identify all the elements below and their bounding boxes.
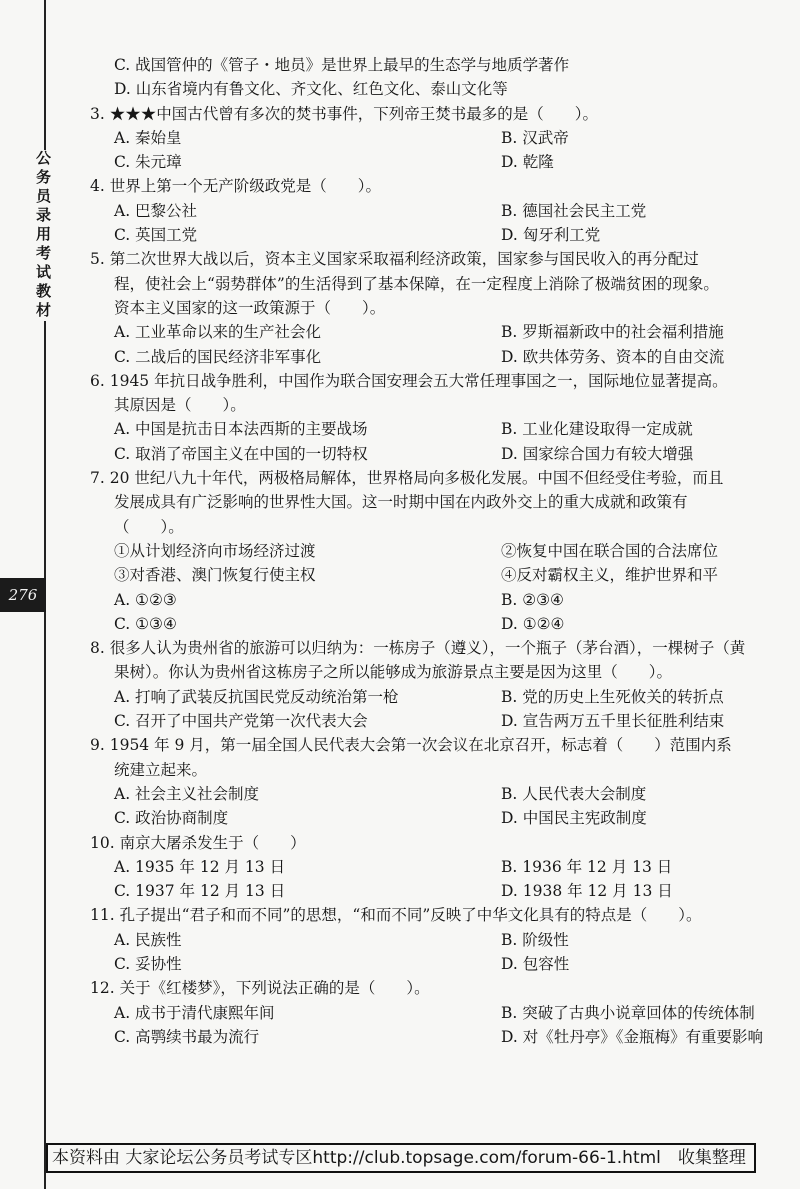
answer-option: A. 秦始皇 bbox=[114, 128, 182, 147]
answer-option: A. ①②③ bbox=[114, 590, 177, 609]
answer-option: B. 德国社会民主工党 bbox=[501, 201, 647, 220]
question-stem: 4. 世界上第一个无产阶级政党是（ ）。 bbox=[90, 177, 381, 196]
question-stem: 11. 孔子提出“君子和而不同”的思想，“和而不同”反映了中华文化具有的特点是（ ）。 bbox=[90, 906, 702, 925]
answer-options-row bbox=[90, 1025, 770, 1049]
answer-option: B. 罗斯福新政中的社会福利措施 bbox=[501, 323, 724, 342]
answer-options-row bbox=[90, 806, 770, 830]
question-text-line: 资本主义国家的这一政策源于（ ）。 bbox=[114, 298, 386, 317]
answer-option: C. 英国工党 bbox=[114, 226, 198, 245]
answer-option: C. ①③④ bbox=[114, 614, 177, 633]
answer-option: B. 阶级性 bbox=[501, 930, 569, 949]
answer-option: ①从计划经济向市场经济过渡 bbox=[114, 541, 316, 560]
answer-option: D. 匈牙利工党 bbox=[501, 226, 601, 245]
answer-options-row bbox=[90, 855, 770, 879]
answer-options-row bbox=[90, 782, 770, 806]
answer-option: B. 1936 年 12 月 13 日 bbox=[501, 857, 673, 876]
question-stem: 10. 南京大屠杀发生于（ ） bbox=[90, 833, 306, 852]
answer-options-row bbox=[90, 928, 770, 952]
answer-option: C. 召开了中国共产党第一次代表大会 bbox=[114, 712, 368, 731]
question-text-line: D. 山东省境内有鲁文化、齐文化、红色文化、泰山文化等 bbox=[114, 80, 508, 99]
answer-option: B. 人民代表大会制度 bbox=[501, 784, 647, 803]
answer-option: B. 突破了古典小说章回体的传统体制 bbox=[501, 1003, 755, 1022]
answer-options-row bbox=[90, 588, 770, 612]
answer-option: C. 朱元璋 bbox=[114, 153, 182, 172]
answer-option: C. 二战后的国民经济非军事化 bbox=[114, 347, 322, 366]
answer-option: B. ②③④ bbox=[501, 590, 564, 609]
question-stem: 7. 20 世纪八九十年代，两极格局解体，世界格局向多极化发展。中国不但经受住考验，而且 bbox=[90, 469, 724, 488]
question-text-line: 程，使社会上“弱势群体”的生活得到了基本保障，在一定程度上消除了极端贫困的现象。 bbox=[114, 274, 719, 293]
answer-options-row bbox=[90, 563, 770, 587]
question-stem: 6. 1945 年抗日战争胜利，中国作为联合国安理会五大常任理事国之一，国际地位显著提高。 bbox=[90, 371, 728, 390]
question-text-line: C. 战国管仲的《管子・地员》是世界上最早的生态学与地质学著作 bbox=[114, 56, 570, 74]
sidebar-title: 公务员录用考试教材 bbox=[34, 150, 56, 321]
answer-options-row bbox=[90, 150, 770, 174]
question-stem: 9. 1954 年 9 月，第一届全国人民代表大会第一次会议在北京召开，标志着（ ）范围内系 bbox=[90, 736, 732, 755]
answer-options-row bbox=[90, 320, 770, 344]
answer-option: C. 妥协性 bbox=[114, 954, 182, 973]
answer-option: C. 高鹗续书最为流行 bbox=[114, 1027, 260, 1046]
answer-options-row bbox=[90, 345, 770, 369]
answer-options-row bbox=[90, 442, 770, 466]
answer-option: B. 党的历史上生死攸关的转折点 bbox=[501, 687, 724, 706]
answer-options-row bbox=[90, 1001, 770, 1025]
answer-option: ②恢复中国在联合国的合法席位 bbox=[501, 541, 719, 560]
answer-option: D. 1938 年 12 月 13 日 bbox=[501, 882, 673, 901]
question-text-line: 统建立起来。 bbox=[114, 760, 208, 779]
question-text-line: 发展成具有广泛影响的世界性大国。这一时期中国在内政外交上的重大成就和政策有 bbox=[114, 493, 688, 512]
answer-options-row bbox=[90, 126, 770, 150]
answer-option: A. 民族性 bbox=[114, 930, 182, 949]
question-stem: 5. 第二次世界大战以后，资本主义国家采取福利经济政策，国家参与国民收入的再分配过 bbox=[90, 250, 699, 269]
answer-option: ③对香港、澳门恢复行使主权 bbox=[114, 566, 316, 585]
answer-option: C. 政治协商制度 bbox=[114, 809, 229, 828]
answer-option: B. 汉武帝 bbox=[501, 128, 569, 147]
answer-option: C. 1937 年 12 月 13 日 bbox=[114, 882, 286, 901]
page-number: 276 bbox=[0, 578, 46, 612]
answer-options-row bbox=[90, 709, 770, 733]
answer-options-row bbox=[90, 952, 770, 976]
answer-option: D. 欧共体劳务、资本的自由交流 bbox=[501, 347, 725, 366]
answer-option: A. 中国是抗击日本法西斯的主要战场 bbox=[114, 420, 368, 439]
question-stem: 3. ★★★中国古代曾有多次的焚书事件，下列帝王焚书最多的是（ ）。 bbox=[90, 104, 598, 123]
answer-option: D. 中国民主宪政制度 bbox=[501, 809, 647, 828]
question-stem: 12. 关于《红楼梦》，下列说法正确的是（ ）。 bbox=[90, 979, 430, 998]
answer-option: D. 国家综合国力有较大增强 bbox=[501, 444, 694, 463]
answer-options-row bbox=[90, 879, 770, 903]
footer-source-note: 本资料由 大家论坛公务员考试专区http://club.topsage.com/forum-66-1.html 收集整理 bbox=[46, 1143, 756, 1173]
answer-options-row bbox=[90, 199, 770, 223]
answer-options-row bbox=[90, 417, 770, 441]
answer-option: C. 取消了帝国主义在中国的一切特权 bbox=[114, 444, 368, 463]
answer-option: D. 包容性 bbox=[501, 954, 570, 973]
answer-option: D. ①②④ bbox=[501, 614, 565, 633]
answer-option: ④反对霸权主义，维护世界和平 bbox=[501, 566, 719, 585]
answer-option: D. 乾隆 bbox=[501, 153, 554, 172]
answer-option: D. 宣告两万五千里长征胜利结束 bbox=[501, 712, 725, 731]
question-text-line: 果树）。你认为贵州省这栋房子之所以能够成为旅游景点主要是因为这里（ ）。 bbox=[114, 663, 673, 682]
answer-option: A. 社会主义社会制度 bbox=[114, 784, 260, 803]
answer-options-row bbox=[90, 685, 770, 709]
question-text-line: 其原因是（ ）。 bbox=[114, 396, 246, 415]
answer-options-row bbox=[90, 539, 770, 563]
question-text-line: （ ）。 bbox=[114, 517, 184, 536]
question-stem: 8. 很多人认为贵州省的旅游可以归纳为：一栋房子（遵义），一个瓶子（茅台酒），一棵树子（黄 bbox=[90, 639, 746, 658]
answer-options-row bbox=[90, 612, 770, 636]
answer-options-row bbox=[90, 223, 770, 247]
answer-option: A. 工业革命以来的生产社会化 bbox=[114, 323, 322, 342]
answer-option: D. 对《牡丹亭》《金瓶梅》有重要影响 bbox=[501, 1027, 763, 1046]
answer-option: A. 打响了武装反抗国民党反动统治第一枪 bbox=[114, 687, 399, 706]
answer-option: B. 工业化建设取得一定成就 bbox=[501, 420, 693, 439]
question-list bbox=[90, 53, 770, 1049]
answer-option: A. 巴黎公社 bbox=[114, 201, 198, 220]
answer-option: A. 成书于清代康熙年间 bbox=[114, 1003, 275, 1022]
answer-option: A. 1935 年 12 月 13 日 bbox=[114, 857, 286, 876]
